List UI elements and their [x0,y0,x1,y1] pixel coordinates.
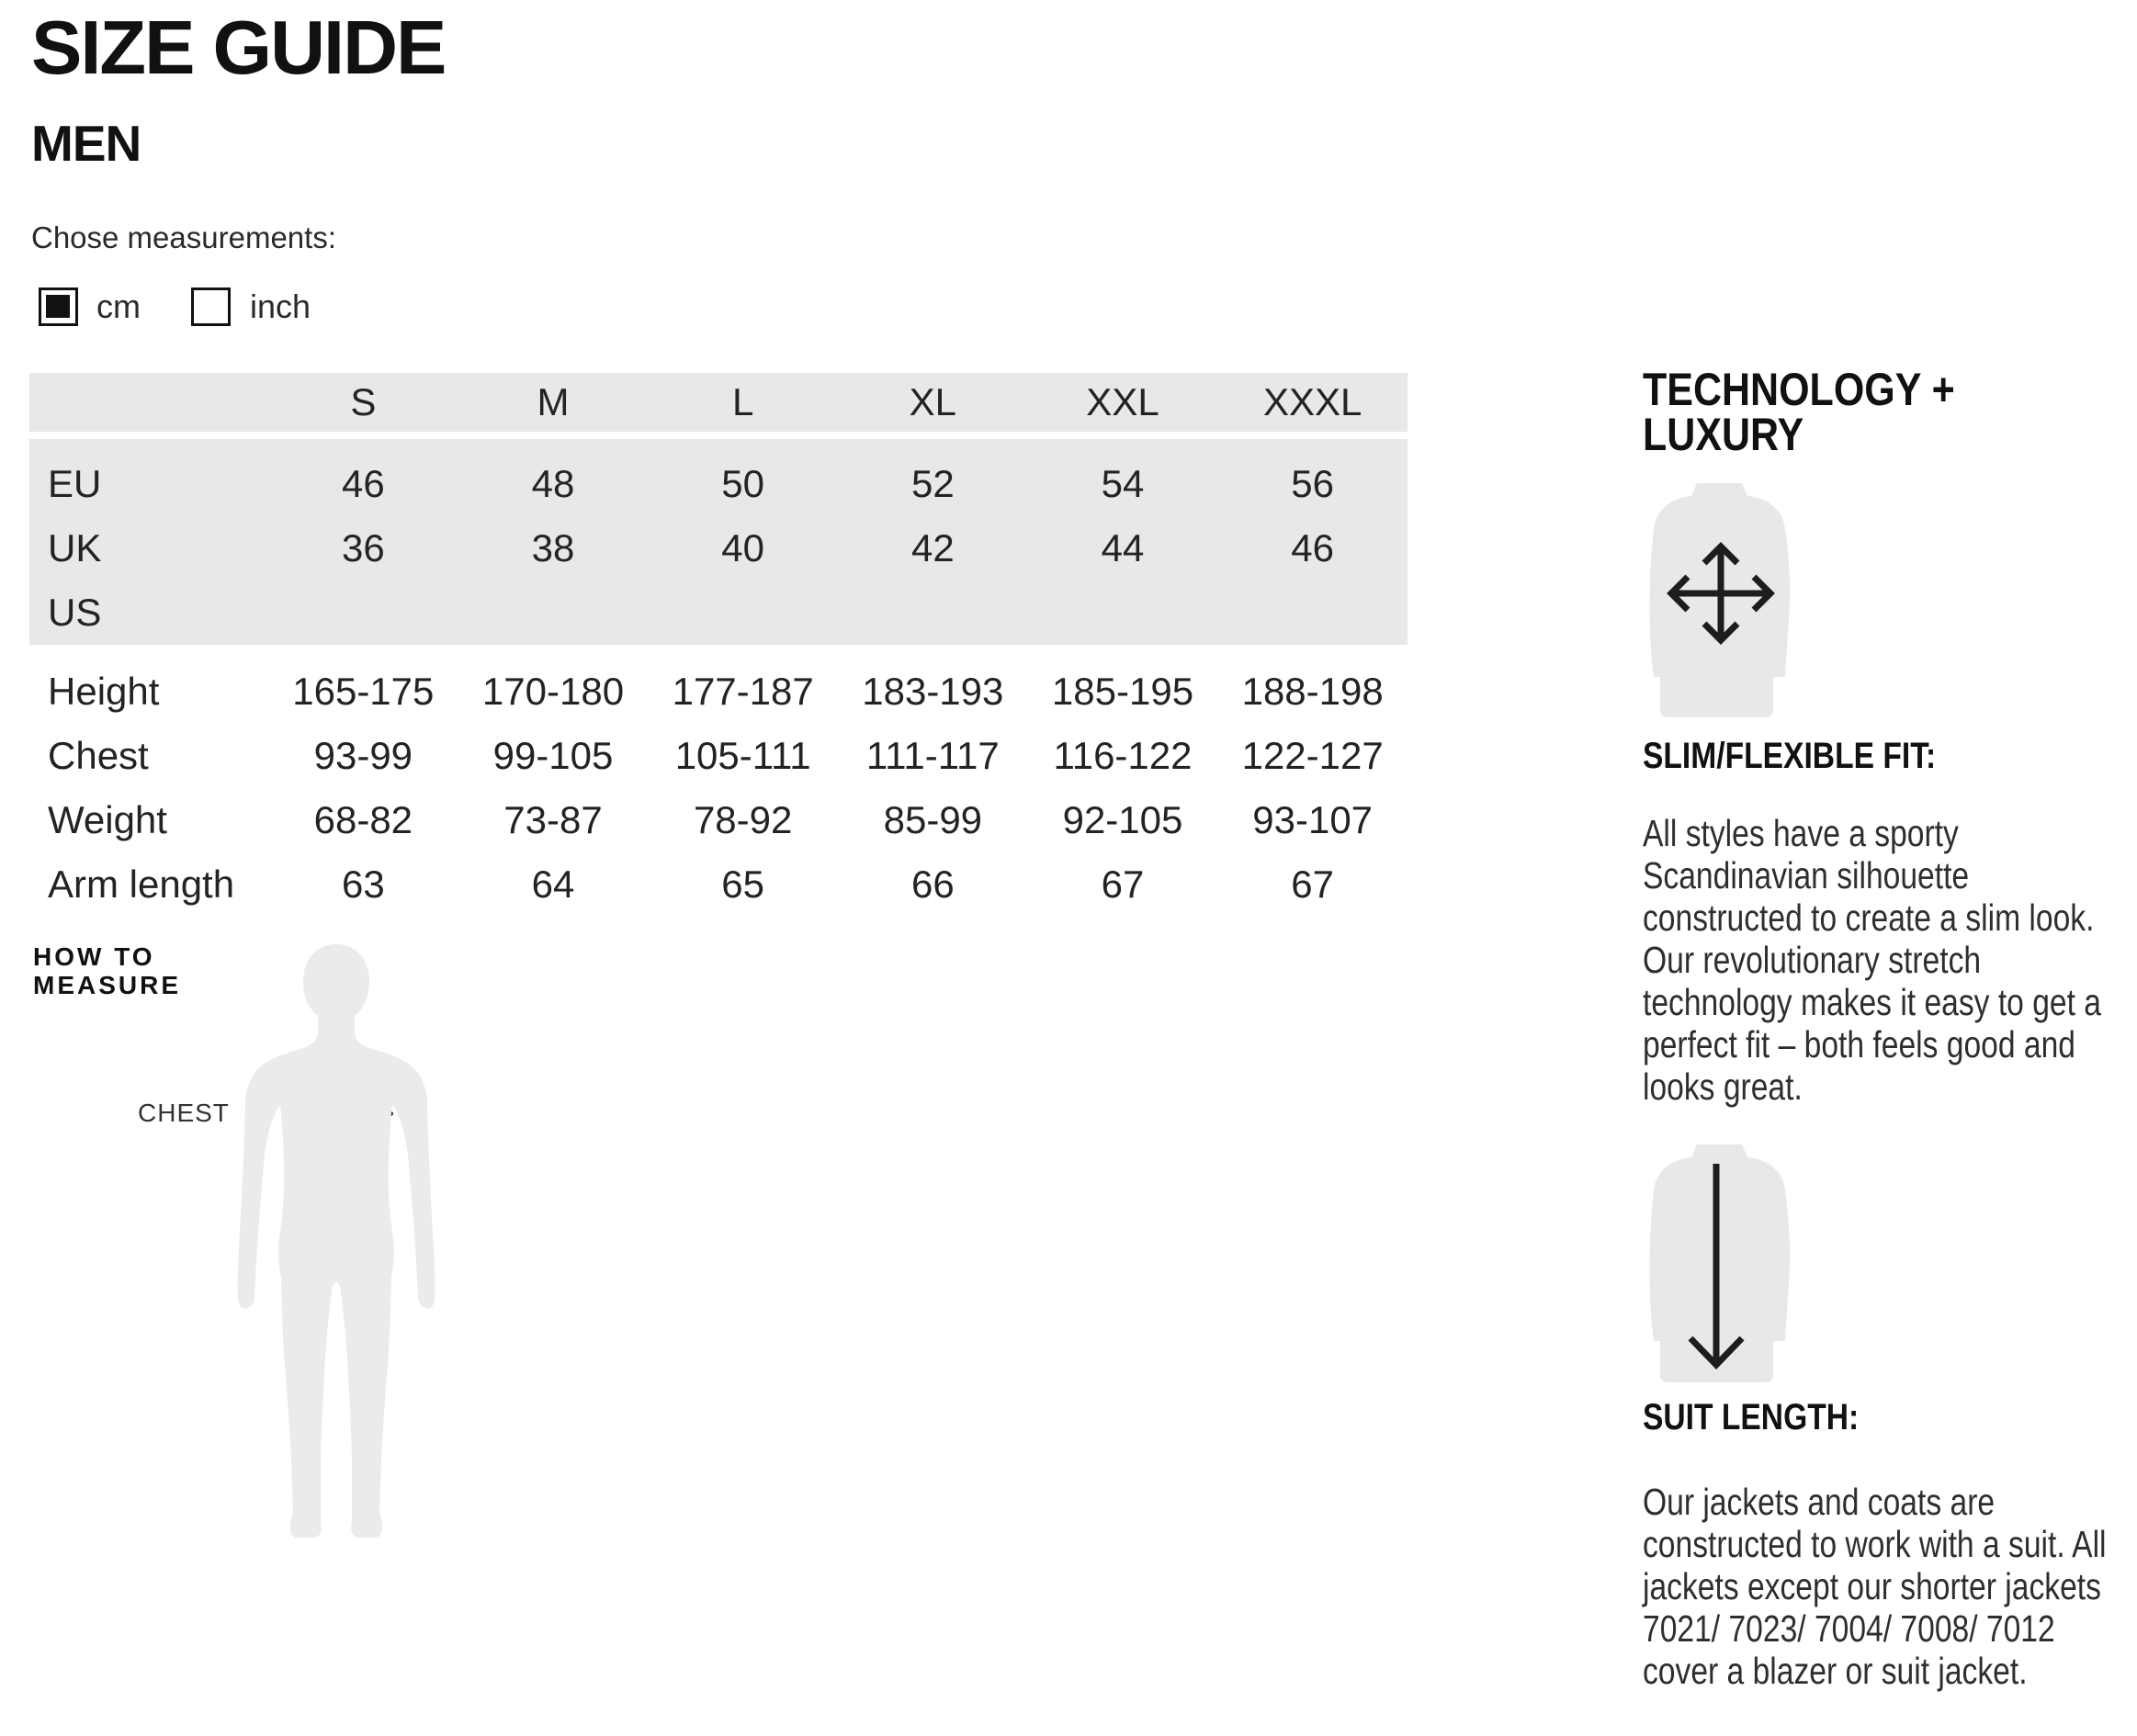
column-header: XXL [1086,380,1159,423]
table-cell: 54 [1101,462,1145,505]
column-header: L [731,380,754,423]
jacket-down-arrow-icon [1645,1144,1794,1383]
page-subtitle-men: MEN [31,115,141,172]
table-row [29,659,1408,724]
table-cell: 85-99 [883,798,983,841]
column-header: XXXL [1262,380,1362,423]
male-body-silhouette-icon [232,944,441,1539]
table-cell: 92-105 [1062,798,1183,841]
table-row [29,788,1408,852]
cm-checkbox-label[interactable]: cm [96,287,141,325]
table-row [29,516,1408,581]
row-label: US [48,591,102,634]
table-cell: 67 [1101,862,1145,906]
slim-flexible-fit-heading: SLIM/FLEXIBLE FIT: [1643,736,1937,776]
table-cell: 52 [910,462,955,505]
table-cell: 78-92 [693,798,793,841]
body-measurements-section [29,659,1408,917]
suit-length-text: Our jackets and coats are constructed to work with a suit. All jackets except our shorter jackets 7021/ 7023/ 7004/ 7008/ 7012 cover a blazer or suit jacket. [1643,1481,2107,1692]
column-header: S [350,380,377,423]
row-label: UK [48,526,102,569]
row-label: Weight [48,798,167,841]
table-cell: 105-111 [674,734,811,777]
table-row [29,581,1408,645]
table-cell: 56 [1291,462,1335,505]
table-cell: 185-195 [1051,670,1194,713]
technology-luxury-heading: TECHNOLOGY + LUXURY [1643,364,1955,460]
table-cell: 46 [1291,526,1335,569]
column-header: M [537,380,570,423]
jacket-move-arrows-icon [1645,482,1794,718]
table-cell: 122-127 [1241,734,1384,777]
cm-checkbox[interactable] [39,287,78,326]
table-cell: 188-198 [1241,670,1384,713]
inch-checkbox-label[interactable]: inch [250,287,311,325]
table-cell: 93-107 [1252,798,1374,841]
table-cell: 99-105 [492,734,614,777]
cm-checkbox-checked-mark [46,295,70,318]
table-cell: 116-122 [1053,734,1193,777]
table-cell: 50 [721,462,765,505]
table-cell: 177-187 [672,670,814,713]
row-label: Height [48,670,160,713]
table-header-gap [29,432,1408,439]
table-cell: 40 [721,526,765,569]
table-cell: 68-82 [313,798,413,841]
table-cell: 66 [910,862,955,906]
suit-length-heading: SUIT LENGTH: [1643,1397,1860,1437]
row-label: EU [48,462,102,505]
table-cell: 44 [1101,526,1145,569]
chest-measure-label: CHEST [138,1099,230,1127]
table-cell: 67 [1291,862,1335,906]
table-cell: 65 [721,862,765,906]
size-table-header-row [29,373,1408,432]
table-cell: 38 [531,526,575,569]
size-table [29,373,1408,917]
table-cell: 46 [341,462,385,505]
table-cell: 36 [341,526,385,569]
table-row [29,852,1408,917]
unit-toggle-group [39,287,406,326]
column-header: XL [909,380,957,423]
choose-measurements-label: Chose measurements: [31,220,336,254]
inch-checkbox[interactable] [191,287,231,326]
table-cell: 170-180 [481,670,625,713]
table-cell: 165-175 [292,670,435,713]
table-cell: 93-99 [313,734,413,777]
how-to-measure-heading: HOW TO MEASURE [33,942,182,999]
table-row [29,452,1408,516]
table-cell: 73-87 [503,798,603,841]
table-cell: 183-193 [862,670,1004,713]
table-cell: 63 [341,862,385,906]
table-cell: 42 [910,526,955,569]
table-row [29,724,1408,788]
row-label: Arm length [48,862,235,906]
table-cell: 111-117 [865,734,1000,777]
size-conversion-section [29,439,1408,645]
slim-flexible-fit-text: All styles have a sporty Scandinavian silhouette constructed to create a slim look. Our revolutionary stretch technology makes it easy to get a perfect fit – both feels good and looks great. [1643,812,2101,1108]
row-label: Chest [48,734,149,777]
table-cell: 64 [531,862,575,906]
page-title: SIZE GUIDE [31,5,446,90]
table-cell: 48 [531,462,575,505]
